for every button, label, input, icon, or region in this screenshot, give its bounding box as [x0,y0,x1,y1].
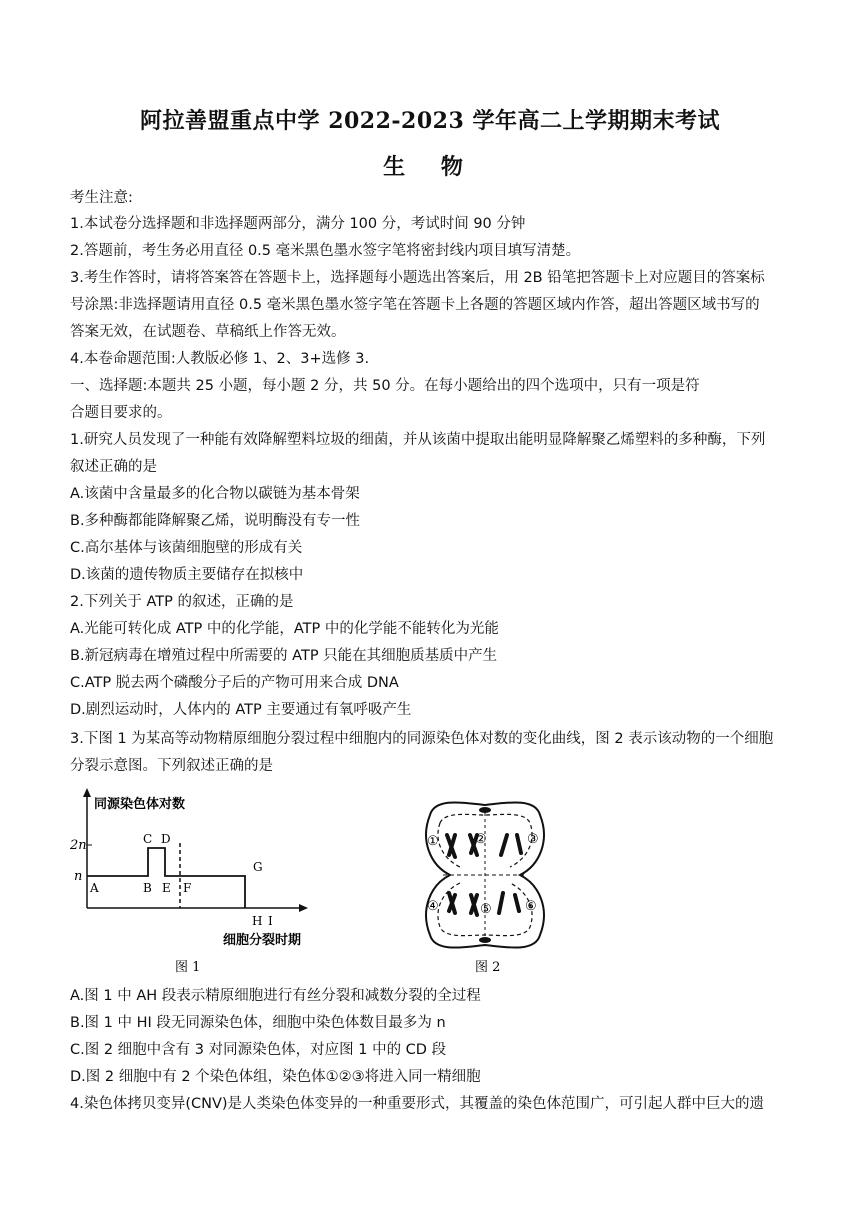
centrosome-top [479,807,491,813]
figure-2-caption: 图 2 [475,960,501,975]
q2-stem: 2.下列关于 ATP 的叙述，正确的是 [70,594,294,610]
section-1-heading: 一、选择题:本题共 25 小题，每小题 2 分，共 50 分。在每小题给出的四个选项中，只有一项是符 [70,378,700,394]
notice-item-1: 1.本试卷分选择题和非选择题两部分，满分 100 分，考试时间 90 分钟 [70,216,526,232]
notice-item-3-line-3: 答案无效，在试题卷、草稿纸上作答无效。 [70,324,346,340]
q2-option-b: B.新冠病毒在增殖过程中所需要的 ATP 只能在其细胞质基质中产生 [70,648,498,664]
homolog-pair-curve [87,848,245,908]
q1-stem-line-1: 1.研究人员发现了一种能有效降解塑料垃圾的细菌，并从该菌中提取出能明显降解聚乙烯塑料的多种酶，下列 [70,432,766,448]
point-label-g: G [253,860,263,874]
y-axis-arrow [83,788,91,797]
q3-stem-line-1: 3.下图 1 为某高等动物精原细胞分裂过程中细胞内的同源染色体对数的变化曲线，图 2 表示该动物的一个细胞 [70,731,774,747]
chrom-label-6: ⑥ [525,899,537,914]
notice-item-4: 4.本卷命题范围:人教版必修 1、2、3+选修 3. [70,351,370,367]
figure-2-cell [426,802,544,947]
chromosome-1 [447,835,455,857]
point-label-h: H [252,914,263,928]
q2-option-a: A.光能可转化成 ATP 中的化学能，ATP 中的化学能不能转化为光能 [70,621,499,637]
q2-option-c: C.ATP 脱去两个磷酸分子后的产物可用来合成 DNA [70,675,399,691]
tick-label-n: n [74,869,83,884]
q3-option-b: B.图 1 中 HI 段无同源染色体，细胞中染色体数目最多为 n [70,1015,446,1031]
notice-item-3-line-1: 3.考生作答时，请将答案答在答题卡上，选择题每小题选出答案后，用 2B 铅笔把答题卡上对应题目的答案标 [70,270,765,286]
chrom-label-3: ③ [527,832,539,847]
notice-item-3-line-2: 号涂黑:非选择题请用直径 0.5 毫米黑色墨水签字笔在答题卡上各题的答题区域内作答，超出答题区域书写的 [70,297,760,313]
point-label-d: D [161,832,171,846]
point-label-i: I [268,914,273,928]
q1-option-b: B.多种酶都能降解聚乙烯，说明酶没有专一性 [70,513,361,529]
notice-item-2: 2.答题前，考生务必用直径 0.5 毫米黑色墨水签字笔将密封线内项目填写清楚。 [70,243,581,259]
q1-stem-line-2: 叙述正确的是 [70,459,157,475]
chromosome-5 [471,895,477,915]
q3-option-d: D.图 2 细胞中有 2 个染色体组，染色体①②③将进入同一精细胞 [70,1069,481,1085]
q3-figures [70,785,539,980]
tick-label-2n: 2n [70,838,87,853]
chromosome-6 [499,893,519,913]
subject-title: 生 物 [383,154,477,180]
q3-option-c: C.图 2 细胞中含有 3 对同源染色体，对应图 1 中的 CD 段 [70,1042,447,1058]
chrom-label-5: ⑤ [480,902,492,917]
point-label-c: C [143,832,153,846]
figure-1-caption: 图 1 [175,960,201,975]
q3-stem-line-2: 分裂示意图。下列叙述正确的是 [70,758,273,774]
q1-option-c: C.高尔基体与该菌细胞壁的形成有关 [70,540,303,556]
chromosome-4 [449,893,455,913]
q2-option-d: D.剧烈运动时，人体内的 ATP 主要通过有氧呼吸产生 [70,702,412,718]
chrom-label-1: ① [427,834,439,849]
point-label-f: F [183,881,192,895]
q4-stem-line-1: 4.染色体拷贝变异(CNV)是人类染色体变异的一种重要形式，其覆盖的染色体范围广，可引起人群中巨大的遗 [70,1096,765,1112]
figure-1-graph [70,785,539,980]
chrom-label-4: ④ [427,899,439,914]
chrom-label-2: ② [475,832,487,847]
chromosome-3 [501,835,521,855]
notice-heading: 考生注意: [70,190,133,206]
point-label-e: E [162,881,171,895]
section-1-heading-cont: 合题目要求的。 [70,405,172,421]
q3-option-a: A.图 1 中 AH 段表示精原细胞进行有丝分裂和减数分裂的全过程 [70,988,481,1004]
point-label-a: A [90,881,99,895]
centrosome-bottom [479,937,491,943]
exam-title: 阿拉善盟重点中学 2022-2023 学年高二上学期期末考试 [140,108,720,134]
point-label-b: B [143,881,152,895]
q1-option-a: A.该菌中含量最多的化合物以碳链为基本骨架 [70,486,360,502]
q1-option-d: D.该菌的遗传物质主要储存在拟核中 [70,567,304,583]
y-axis-label: 同源染色体对数 [94,797,186,812]
x-axis-label: 细胞分裂时期 [223,933,302,948]
x-axis-arrow [299,904,308,912]
